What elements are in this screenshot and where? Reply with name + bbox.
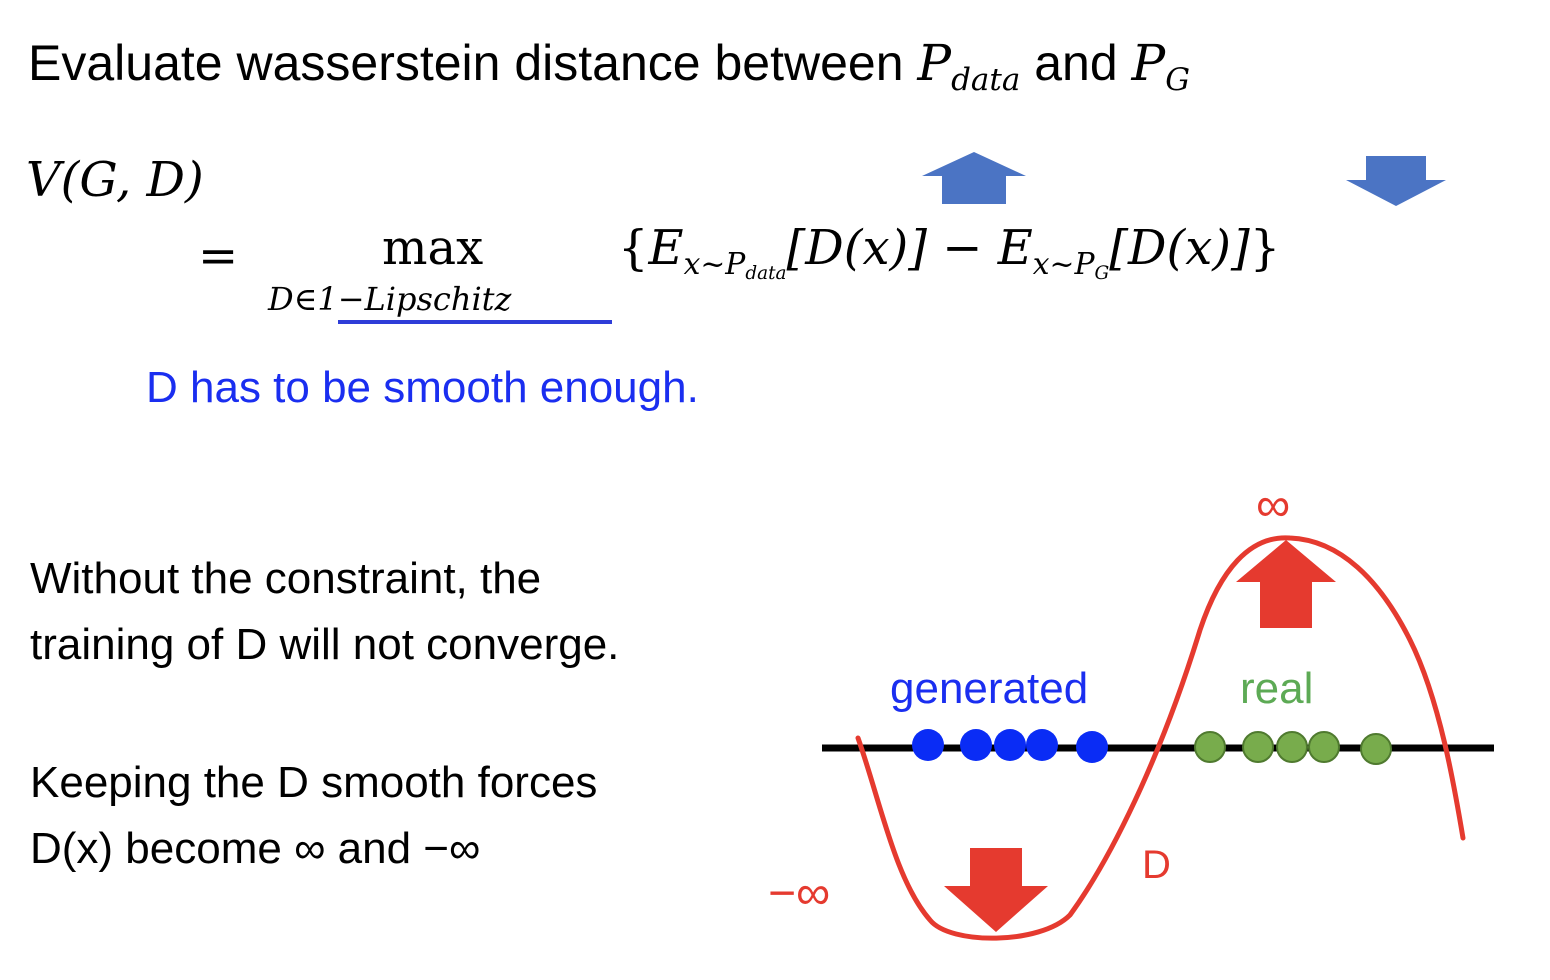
expectation-generated: Ex~PG	[997, 220, 1110, 285]
equation-expression: {Ex~Pdata[D(x)] − Ex~PG[D(x)]}	[618, 220, 1281, 285]
real-point	[1277, 732, 1307, 762]
term-real: [D(x)]	[786, 220, 927, 276]
down-push-arrow-icon	[944, 848, 1048, 932]
negative-infinity-label: −∞	[768, 867, 831, 920]
equals-sign: =	[198, 228, 239, 284]
title-p-data: Pdata	[917, 34, 1021, 98]
expectation-real: Ex~Pdata	[648, 220, 787, 285]
max-subscript: D∈1−Lipschitz	[268, 280, 512, 318]
real-point	[1309, 732, 1339, 762]
equation-lhs: V(G, D)	[26, 152, 204, 208]
down-arrow-icon	[1346, 156, 1446, 206]
up-arrow-icon	[922, 152, 1026, 204]
title-mid: and	[1020, 35, 1132, 91]
title-prefix: Evaluate wasserstein distance between	[28, 35, 918, 91]
max-operator: max	[382, 220, 484, 276]
keeping-smooth-note: Keeping the D smooth forces D(x) become ∞ and −∞	[30, 758, 598, 873]
generated-point	[994, 729, 1026, 761]
generated-label: generated	[890, 664, 1089, 713]
real-point	[1195, 732, 1225, 762]
smooth-note: D has to be smooth enough.	[146, 363, 699, 412]
real-label: real	[1240, 664, 1314, 713]
generated-point	[1076, 731, 1108, 763]
up-push-arrow-icon	[1236, 540, 1336, 628]
positive-infinity-label: ∞	[1256, 479, 1291, 532]
generated-point	[1026, 729, 1058, 761]
without-constraint-note: Without the constraint, the training of D will not converge.	[30, 554, 620, 669]
lipschitz-term: 1−Lipschitz	[317, 280, 512, 318]
real-point	[1243, 732, 1273, 762]
generated-point	[960, 729, 992, 761]
term-generated: [D(x)]	[1109, 220, 1250, 276]
d-curve-label: D	[1142, 843, 1171, 887]
generated-point	[912, 729, 944, 761]
real-point	[1361, 734, 1391, 764]
title-p-g: PG	[1131, 34, 1190, 98]
